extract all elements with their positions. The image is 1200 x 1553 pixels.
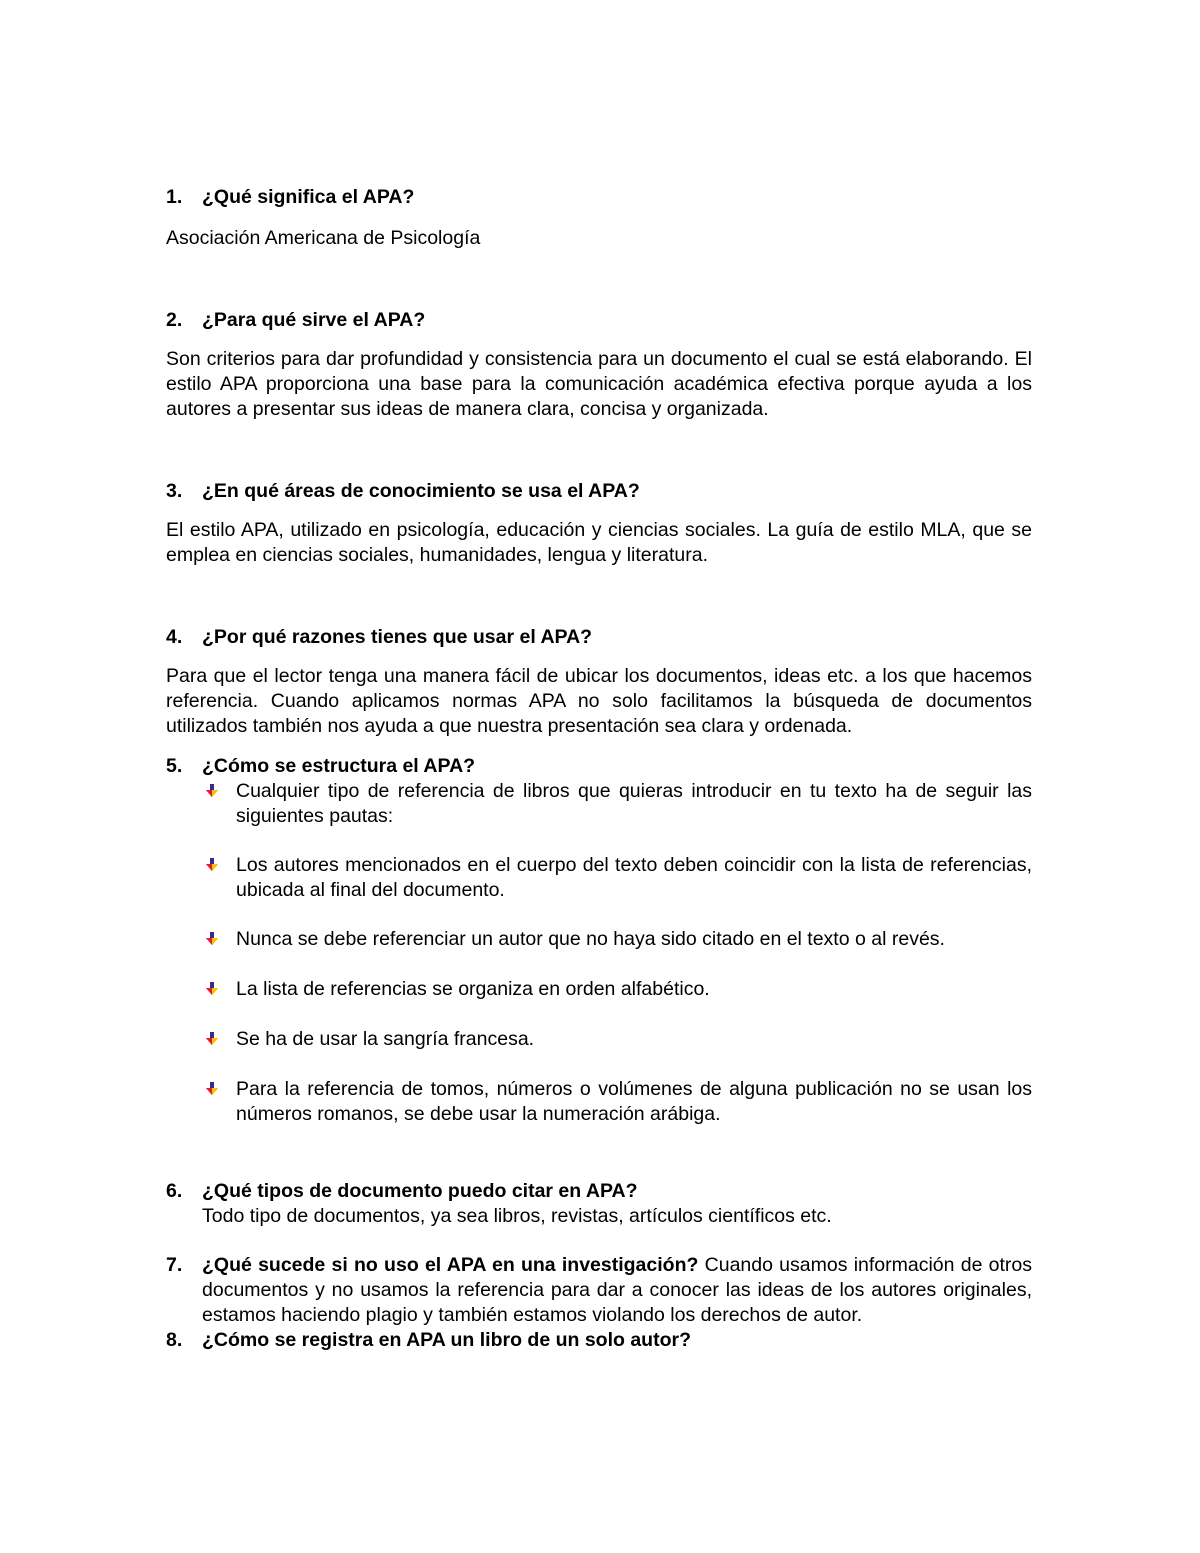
question-number: 7. <box>166 1254 183 1276</box>
question-number: 5. <box>166 755 183 777</box>
question-text: ¿Cómo se registra en APA un libro de un solo autor? <box>202 1329 691 1351</box>
question-text: ¿Qué tipos de documento puedo citar en APA? <box>202 1180 638 1202</box>
answer-1: Asociación Americana de Psicología <box>166 227 481 249</box>
answer-7: Cuando usamos información de otros documentos y no usamos la referencia para dar a conocer las ideas de los autores originales, estamos haciendo plagio y también estamos violando los derechos de autor. <box>202 1254 1033 1326</box>
question-text: ¿En qué áreas de conocimiento se usa el APA? <box>202 480 640 502</box>
list-item <box>202 853 1032 903</box>
arrow-bullet-icon <box>202 853 236 903</box>
question-number: 3. <box>166 480 183 502</box>
question-5 <box>166 754 1032 779</box>
answer-2: Son criterios para dar profundidad y consistencia para un documento el cual se está elaborando. El estilo APA proporciona una base para la comunicación académica efectiva porque ayuda a los autores a presentar sus ideas de manera clara, concisa y organizada. <box>166 348 1032 420</box>
bullet-list <box>202 779 1032 1127</box>
question-text: ¿Cómo se estructura el APA? <box>202 755 476 777</box>
question-number: 4. <box>166 626 183 648</box>
question-1 <box>166 185 1032 210</box>
bullet-text: La lista de referencias se organiza en orden alfabético. <box>236 978 710 1000</box>
question-text: ¿Qué sucede si no uso el APA en una investigación? <box>202 1254 699 1276</box>
arrow-bullet-icon <box>202 1077 236 1127</box>
question-answer-7 <box>202 1253 1032 1328</box>
question-number: 2. <box>166 309 183 331</box>
arrow-bullet-icon <box>202 779 236 829</box>
list-item <box>202 1027 1032 1052</box>
question-text: ¿Por qué razones tienes que usar el APA? <box>202 626 593 648</box>
question-number: 6. <box>166 1180 183 1202</box>
question-text: ¿Para qué sirve el APA? <box>202 309 426 331</box>
answer-3: El estilo APA, utilizado en psicología, educación y ciencias sociales. La guía de estilo MLA, que se emplea en ciencias sociales, humanidades, lengua y literatura. <box>166 519 1032 566</box>
bullet-text: Nunca se debe referenciar un autor que no haya sido citado en el texto o al revés. <box>236 928 945 950</box>
bullet-text: Para la referencia de tomos, números o volúmenes de alguna publicación no se usan los números romanos, se debe usar la numeración arábiga. <box>236 1078 1032 1125</box>
question-number: 8. <box>166 1329 183 1351</box>
document-page <box>166 185 1032 1353</box>
arrow-bullet-icon <box>202 927 236 952</box>
question-number: 1. <box>166 186 183 208</box>
answer-4: Para que el lector tenga una manera fácil de ubicar los documentos, ideas etc. a los que hacemos referencia. Cuando aplicamos normas APA no solo facilitamos la búsqueda de documentos utilizados también nos ayuda a que nuestra presentación sea clara y ordenada. <box>166 665 1032 737</box>
question-2 <box>166 308 1032 333</box>
bullet-text: Los autores mencionados en el cuerpo del texto deben coincidir con la lista de referencias, ubicada al final del documento. <box>236 854 1032 901</box>
question-4 <box>166 625 1032 650</box>
list-item <box>202 1077 1032 1127</box>
question-7 <box>166 1253 1032 1328</box>
list-item <box>202 779 1032 829</box>
list-item <box>202 977 1032 1002</box>
question-3 <box>166 479 1032 504</box>
arrow-bullet-icon <box>202 1027 236 1052</box>
bullet-text: Cualquier tipo de referencia de libros que quieras introducir en tu texto ha de seguir las siguientes pautas: <box>236 780 1032 827</box>
list-item <box>202 927 1032 952</box>
arrow-bullet-icon <box>202 977 236 1002</box>
question-8 <box>166 1328 1032 1353</box>
bullet-text: Se ha de usar la sangría francesa. <box>236 1028 535 1050</box>
answer-6: Todo tipo de documentos, ya sea libros, revistas, artículos científicos etc. <box>202 1205 832 1227</box>
question-text: ¿Qué significa el APA? <box>202 186 415 208</box>
question-6 <box>166 1179 1032 1204</box>
